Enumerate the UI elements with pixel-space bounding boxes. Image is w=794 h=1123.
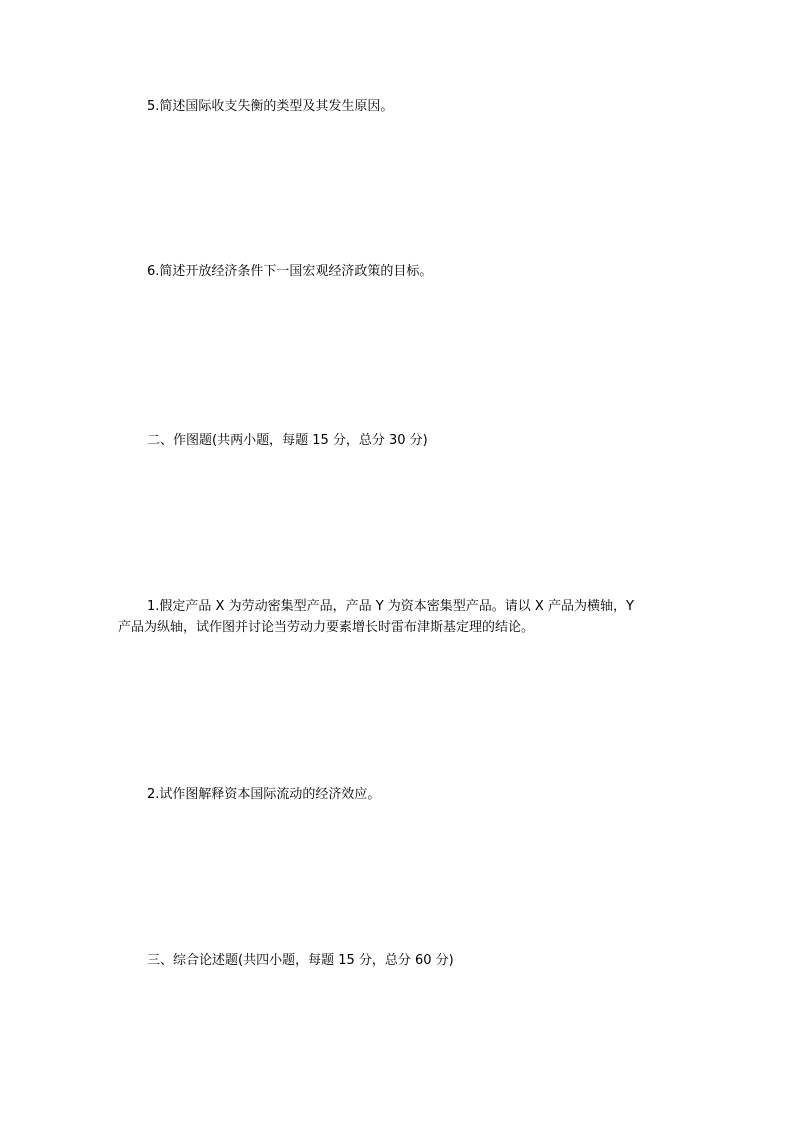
question-5: 5.简述国际收支失衡的类型及其发生原因。 bbox=[147, 99, 394, 114]
section-2-question-2: 2.试作图解释资本国际流动的经济效应。 bbox=[147, 787, 381, 802]
section-3-heading: 三、综合论述题(共四小题，每题 15 分，总分 60 分) bbox=[147, 953, 454, 968]
section-2-heading: 二、作图题(共两小题，每题 15 分，总分 30 分) bbox=[147, 433, 428, 448]
question-6: 6.简述开放经济条件下一国宏观经济政策的目标。 bbox=[147, 264, 433, 279]
section-2-question-1-line-1: 1.假定产品 X 为劳动密集型产品，产品 Y 为资本密集型产品。请以 X 产品为横轴，Y bbox=[147, 599, 634, 614]
section-2-question-1-line-2: 产品为纵轴，试作图并讨论当劳动力要素增长时雷布津斯基定理的结论。 bbox=[118, 620, 535, 635]
